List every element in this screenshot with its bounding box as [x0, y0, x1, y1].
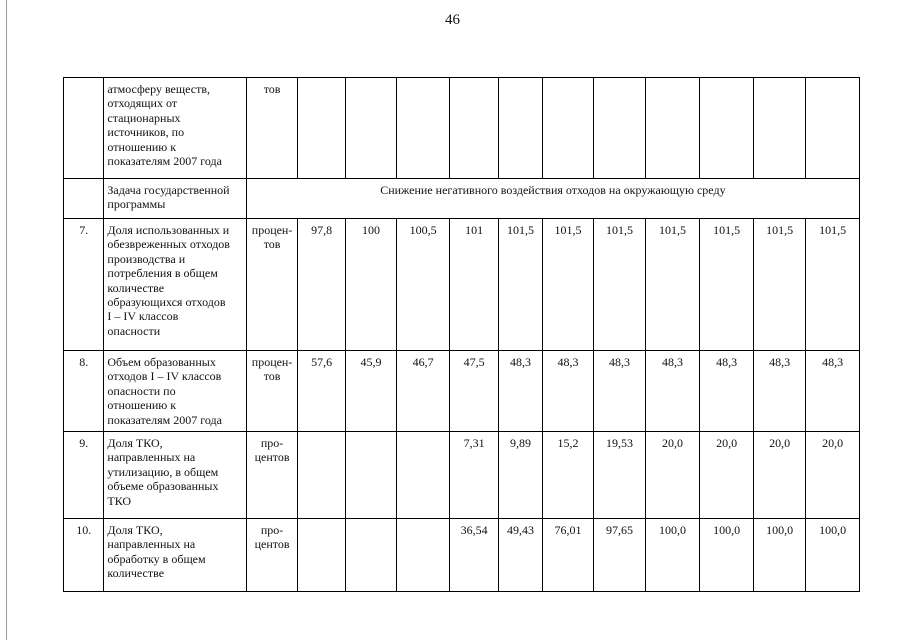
indicator-name: Доля ТКО, направленных на обработку в общем количестве	[104, 519, 246, 592]
value-cell: 46,7	[397, 351, 450, 432]
value-cell: 48,3	[700, 351, 754, 432]
value-cell: 57,6	[298, 351, 345, 432]
value-cell: 48,3	[594, 351, 646, 432]
value-cell	[298, 519, 345, 592]
indicator-name: атмосферу веществ, отходящих от стационарных источников, по отношению к показателям 2007 года	[104, 78, 246, 179]
value-cell	[753, 78, 806, 179]
table-row	[64, 519, 860, 592]
task-label: Задача государственной программы	[104, 179, 246, 219]
value-cell	[345, 432, 397, 519]
unit-cell: процен- тов	[246, 351, 298, 432]
table-body	[64, 78, 860, 592]
value-cell: 7,31	[449, 432, 498, 519]
unit-cell: про- центов	[246, 432, 298, 519]
value-cell	[499, 78, 542, 179]
row-number: 9.	[64, 432, 104, 519]
value-cell	[806, 78, 860, 179]
value-cell: 20,0	[806, 432, 860, 519]
value-cell: 48,3	[542, 351, 594, 432]
value-cell: 101,5	[806, 219, 860, 351]
value-cell: 100,0	[806, 519, 860, 592]
value-cell: 100,5	[397, 219, 450, 351]
value-cell: 20,0	[753, 432, 806, 519]
table-row	[64, 78, 860, 179]
value-cell	[298, 78, 345, 179]
table-row	[64, 432, 860, 519]
indicator-name: Доля ТКО, направленных на утилизацию, в общем объеме образованных ТКО	[104, 432, 246, 519]
task-title: Снижение негативного воздействия отходов на окружающую среду	[246, 179, 859, 219]
table-row	[64, 219, 860, 351]
value-cell	[645, 78, 700, 179]
value-cell: 76,01	[542, 519, 594, 592]
value-cell	[397, 432, 450, 519]
value-cell: 101,5	[499, 219, 542, 351]
value-cell: 101	[449, 219, 498, 351]
value-cell: 20,0	[645, 432, 700, 519]
value-cell	[594, 78, 646, 179]
page-left-edge	[6, 0, 7, 640]
value-cell: 100,0	[645, 519, 700, 592]
value-cell: 101,5	[753, 219, 806, 351]
value-cell: 48,3	[499, 351, 542, 432]
row-number: 8.	[64, 351, 104, 432]
page-number: 46	[445, 12, 460, 28]
row-number: 7.	[64, 219, 104, 351]
value-cell	[298, 432, 345, 519]
task-row-number-cell	[64, 179, 104, 219]
indicator-name: Объем образованных отходов I – IV классов опасности по отношению к показателям 2007 года	[104, 351, 246, 432]
value-cell: 49,43	[499, 519, 542, 592]
value-cell: 100,0	[700, 519, 754, 592]
value-cell: 100,0	[753, 519, 806, 592]
value-cell: 97,65	[594, 519, 646, 592]
value-cell: 101,5	[594, 219, 646, 351]
value-cell: 45,9	[345, 351, 397, 432]
value-cell: 48,3	[645, 351, 700, 432]
value-cell	[397, 78, 450, 179]
indicators-table	[63, 77, 860, 592]
value-cell: 15,2	[542, 432, 594, 519]
unit-cell: процен- тов	[246, 219, 298, 351]
value-cell: 47,5	[449, 351, 498, 432]
value-cell	[449, 78, 498, 179]
value-cell	[345, 78, 397, 179]
value-cell: 97,8	[298, 219, 345, 351]
unit-cell: про- центов	[246, 519, 298, 592]
row-number	[64, 78, 104, 179]
value-cell	[397, 519, 450, 592]
task-row	[64, 179, 860, 219]
value-cell: 19,53	[594, 432, 646, 519]
value-cell	[345, 519, 397, 592]
value-cell	[542, 78, 594, 179]
value-cell: 101,5	[645, 219, 700, 351]
value-cell: 36,54	[449, 519, 498, 592]
row-number: 10.	[64, 519, 104, 592]
value-cell: 101,5	[542, 219, 594, 351]
value-cell	[700, 78, 754, 179]
table-row	[64, 351, 860, 432]
indicator-name: Доля использованных и обезвреженных отходов производства и потребления в общем количестве образующихся отходов I – IV классов опасности	[104, 219, 246, 351]
value-cell: 9,89	[499, 432, 542, 519]
value-cell: 48,3	[753, 351, 806, 432]
value-cell: 101,5	[700, 219, 754, 351]
value-cell: 48,3	[806, 351, 860, 432]
value-cell: 20,0	[700, 432, 754, 519]
value-cell: 100	[345, 219, 397, 351]
unit-cell: тов	[246, 78, 298, 179]
